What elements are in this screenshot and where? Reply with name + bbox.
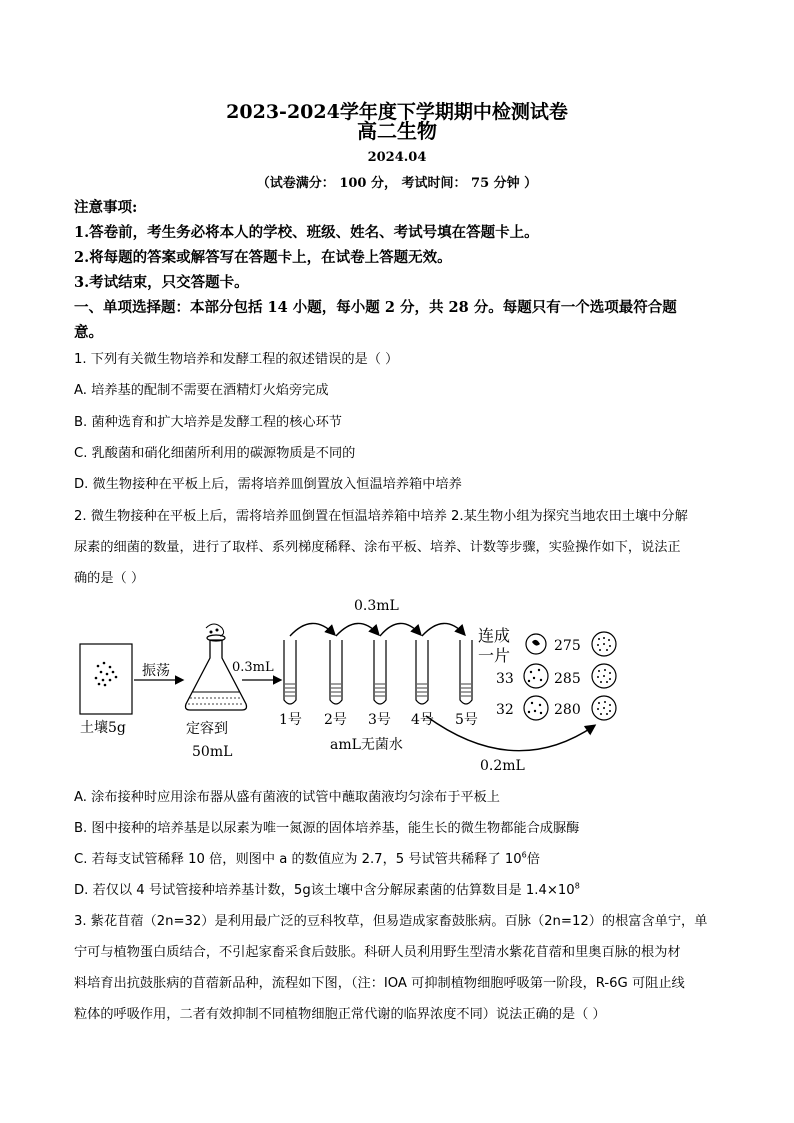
transfer-arcs	[290, 623, 464, 636]
test-tube-1	[284, 640, 296, 704]
q1-option-d: D. 微生物接种在平板上后，需将培养皿倒置放入恒温培养箱中培养	[74, 477, 462, 492]
section1-heading-cont: 意。	[74, 324, 103, 341]
q1-option-c: C. 乳酸菌和硝化细菌所利用的碳源物质是不同的	[74, 446, 356, 461]
transfer-label-bottom: 0.2mL	[480, 758, 525, 774]
count-left-2: 32	[496, 702, 514, 718]
test-tube-2	[330, 640, 342, 704]
flask-label-1: 定容到	[186, 721, 228, 737]
q2-option-d-text: D. 若仅以 4 号试管接种培养基计数，5g该土壤中含分解尿素菌的估算数目是 1.4×10	[74, 883, 575, 898]
note-item-2: 2.将每题的答案或解答写在答题卡上，在试卷上答题无效。	[74, 249, 452, 266]
soil-particles	[95, 662, 118, 687]
q3-line-2: 宁可与植物蛋白质结合，不引起家畜采食后鼓胀。科研人员利用野生型清水紫花苜蓿和里奥百脉的根为材	[74, 945, 681, 960]
note-item-1: 1.答卷前，考生务必将本人的学校、班级、姓名、考试号填在答题卡上。	[74, 224, 539, 241]
dilution-diagram	[74, 592, 634, 780]
petri-dish-merged	[526, 634, 546, 654]
q2-option-d	[74, 879, 734, 898]
q2-option-d-exponent: 8	[574, 881, 580, 891]
petri-dish-left-1	[524, 664, 548, 688]
q2-option-c-suffix: 倍	[526, 852, 540, 867]
q2-stem-2: 尿素的细菌的数量，进行了取样、系列梯度稀释、涂布平板、培养、计数等步骤，实验操作如下，说法正	[74, 540, 681, 555]
test-tube-3	[374, 640, 386, 704]
tube-label-5: 5号	[455, 712, 478, 728]
exam-subject: 高二生物	[357, 119, 437, 143]
q3-line-1: 3. 紫花苜蓿（2n=32）是利用最广泛的豆科牧草，但易造成家畜鼓胀病。百脉（2n=12）的根富含单宁，单	[74, 914, 708, 929]
q2-stem-1: 2. 微生物接种在平板上后，需将培养皿倒置在恒温培养箱中培养 2.某生物小组为探究当地农田土壤中分解	[74, 509, 688, 524]
notes-heading: 注意事项:	[74, 199, 138, 216]
count-left-1: 33	[496, 671, 514, 687]
q2-option-c-exponent: 6	[521, 850, 527, 860]
flask-label-2: 50mL	[192, 744, 233, 760]
q1-option-b: B. 菌种选育和扩大培养是发酵工程的核心环节	[74, 415, 342, 430]
section1-heading: 一、单项选择题：本部分包括 14 小题，每小题 2 分，共 28 分。每题只有一个选项最符合题	[74, 299, 677, 316]
count-right-1: 275	[554, 638, 581, 654]
count-right-2: 285	[554, 671, 581, 687]
q1-stem: 1. 下列有关微生物培养和发酵工程的叙述错误的是（ ）	[74, 352, 399, 367]
petri-dish-right-2	[592, 664, 616, 688]
water-label: amL无菌水	[330, 737, 403, 753]
exam-title: 2023-2024学年度下学期期中检测试卷	[226, 101, 568, 123]
transfer-label-1: 0.3mL	[232, 660, 274, 675]
q2-stem-3: 确的是（ ）	[74, 571, 145, 586]
test-tube-5	[460, 640, 472, 704]
tube-label-4: 4号	[411, 712, 434, 728]
exam-score-info: （试卷满分： 100 分， 考试时间： 75 分钟 ）	[256, 176, 538, 191]
count-right-3: 280	[554, 702, 581, 718]
petri-dish-right-1	[592, 632, 616, 656]
soil-label: 土壤5g	[80, 720, 126, 736]
transfer-label-top: 0.3mL	[354, 598, 399, 614]
q1-option-a: A. 培养基的配制不需要在酒精灯火焰旁完成	[74, 383, 329, 398]
merged-label-1: 连成	[478, 626, 511, 645]
tube-label-3: 3号	[368, 712, 391, 728]
q2-option-c	[74, 848, 734, 867]
petri-dish-right-3	[592, 696, 616, 720]
q3-line-4: 粒体的呼吸作用，二者有效抑制不同植物细胞正常代谢的临界浓度不同）说法正确的是（ ）	[74, 1007, 606, 1022]
exam-date: 2024.04	[367, 150, 427, 165]
test-tube-4	[416, 640, 428, 704]
transfer-arrow-bottom	[426, 716, 594, 751]
q2-option-a: A. 涂布接种时应用涂布器从盛有菌液的试管中蘸取菌液均匀涂布于平板上	[74, 790, 500, 805]
cotton-plug	[206, 624, 224, 636]
merged-label-2: 一片	[478, 646, 511, 665]
note-item-3: 3.考试结束，只交答题卡。	[74, 274, 249, 291]
petri-dish-left-2	[524, 696, 548, 720]
q3-line-3: 料培育出抗鼓胀病的苜蓿新品种，流程如下图，（注：IOA 可抑制植物细胞呼吸第一阶段，R-6G 可阻止线	[74, 976, 685, 991]
q2-option-b: B. 图中接种的培养基是以尿素为唯一氮源的固体培养基，能生长的微生物都能合成脲酶	[74, 821, 580, 836]
test-tubes	[284, 640, 472, 704]
soil-box	[80, 644, 132, 714]
tube-label-2: 2号	[324, 712, 347, 728]
q2-option-c-text: C. 若每支试管稀释 10 倍，则图中 a 的数值应为 2.7，5 号试管共稀释了 10	[74, 852, 522, 867]
shake-label: 振荡	[142, 663, 170, 679]
tube-label-1: 1号	[279, 712, 302, 728]
